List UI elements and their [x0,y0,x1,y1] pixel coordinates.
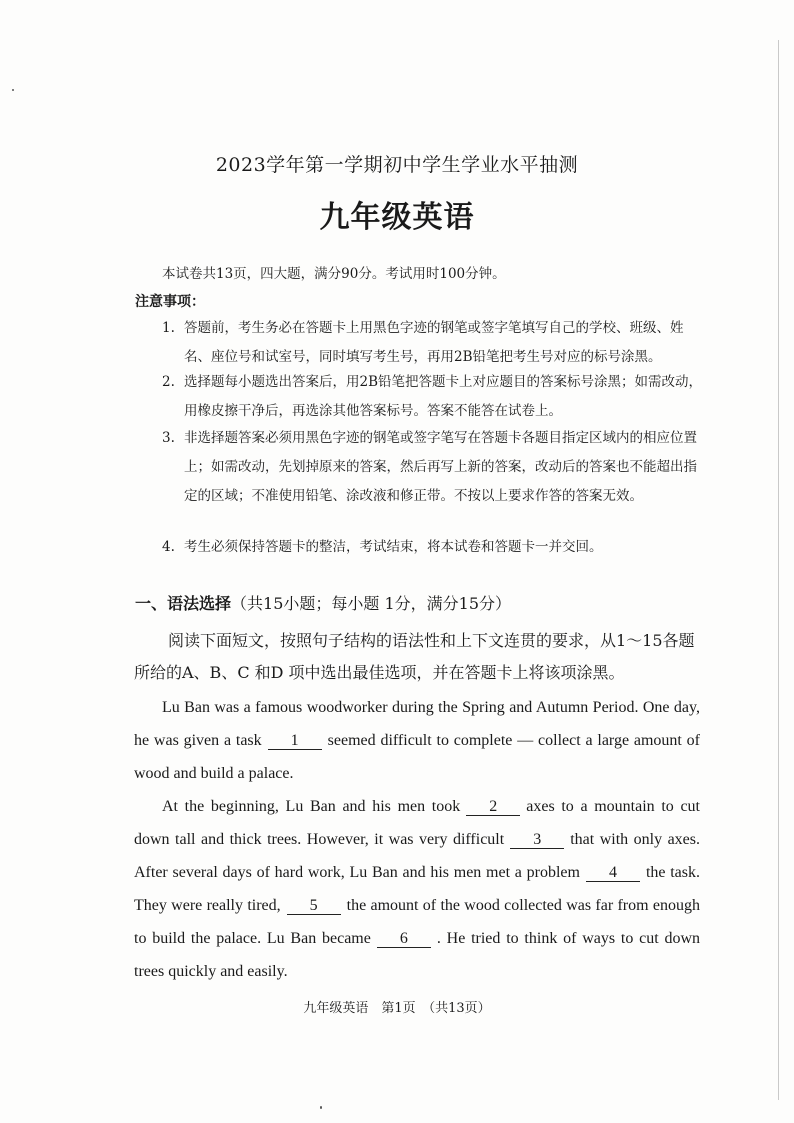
notice-item [162,424,702,511]
subject-title: 九年级英语 [319,200,475,235]
section-heading [135,591,511,614]
exam-title: 2023学年第一学期初中学生学业水平抽测 [215,154,579,176]
notice-number: 3. [162,430,175,446]
notice-number: 1. [162,320,175,336]
notice-item [162,368,702,426]
scan-speck [320,1106,322,1109]
passage-text: that with only axes. After several days of hard work, Lu Ban and his men met a problem [134,831,701,881]
passage-text: Lu Ban was a famous woodworker during the Spring and Autumn Period. One day, he was given a task [134,699,700,749]
notice-item [162,314,702,372]
passage-text: seemed difficult to complete — collect a large amount of wood and build a palace. [134,732,701,782]
passage-text: the task. They were really tired, [134,864,700,914]
notice-item [162,533,702,562]
section-title: 一、语法选择 [135,594,232,613]
notice-number: 2. [162,374,175,390]
section-detail: （共15小题；每小题 1分，满分15分） [231,594,512,613]
passage-paragraph [134,691,700,790]
notice-text: 考生必须保持答题卡的整洁，考试结束，将本试卷和答题卡一并交回。 [184,539,603,555]
scan-speck [12,89,14,91]
notice-text: 答题前，考生务必在答题卡上用黑色字迹的钢笔或签字笔填写自己的学校、班级、姓名、座位号和试室号，同时填写考生号，再用2B铅笔把考生号对应的标号涂黑。 [184,320,684,365]
notice-text: 选择题每小题选出答案后，用2B铅笔把答题卡上对应题目的答案标号涂黑；如需改动，用橡皮擦干净后，再选涂其他答案标号。答案不能答在试卷上。 [184,374,703,419]
blank-2: 2 [466,798,520,816]
page-footer: 九年级英语 第1页 （共13页） [303,1001,491,1016]
passage-paragraph [134,790,700,988]
notice-text: 非选择题答案必须用黑色字迹的钢笔或签字笔写在答题卡各题目指定区域内的相应位置上；如需改动，先划掉原来的答案，然后再写上新的答案，改动后的答案也不能超出指定的区域；不准使用铅笔、涂改液和修正带。不按以上要求作答的答案无效。 [184,430,697,504]
passage-text: axes to a mountain to cut down tall and thick trees. However, it was very difficult [134,798,700,848]
passage-text: . He tried to think of ways to cut down trees quickly and easily. [134,930,700,980]
notice-heading: 注意事项： [135,294,205,310]
blank-6: 6 [377,930,431,948]
blank-3: 3 [510,831,564,849]
blank-4: 4 [586,864,640,882]
passage-text: At the beginning, Lu Ban and his men took [162,798,461,815]
notice-number: 4. [162,539,175,555]
section-instructions: 阅读下面短文，按照句子结构的语法性和上下文连贯的要求，从1～15各题所给的A、B、C 和D 项中选出最佳选项，并在答题卡上将该项涂黑。 [134,631,695,682]
blank-1: 1 [268,732,322,750]
passage-text: the amount of the wood collected was far from enough to build the palace. Lu Ban became [134,897,700,947]
blank-5: 5 [287,897,341,915]
exam-intro: 本试卷共13页，四大题，满分90分。考试用时100分钟。 [162,266,506,282]
